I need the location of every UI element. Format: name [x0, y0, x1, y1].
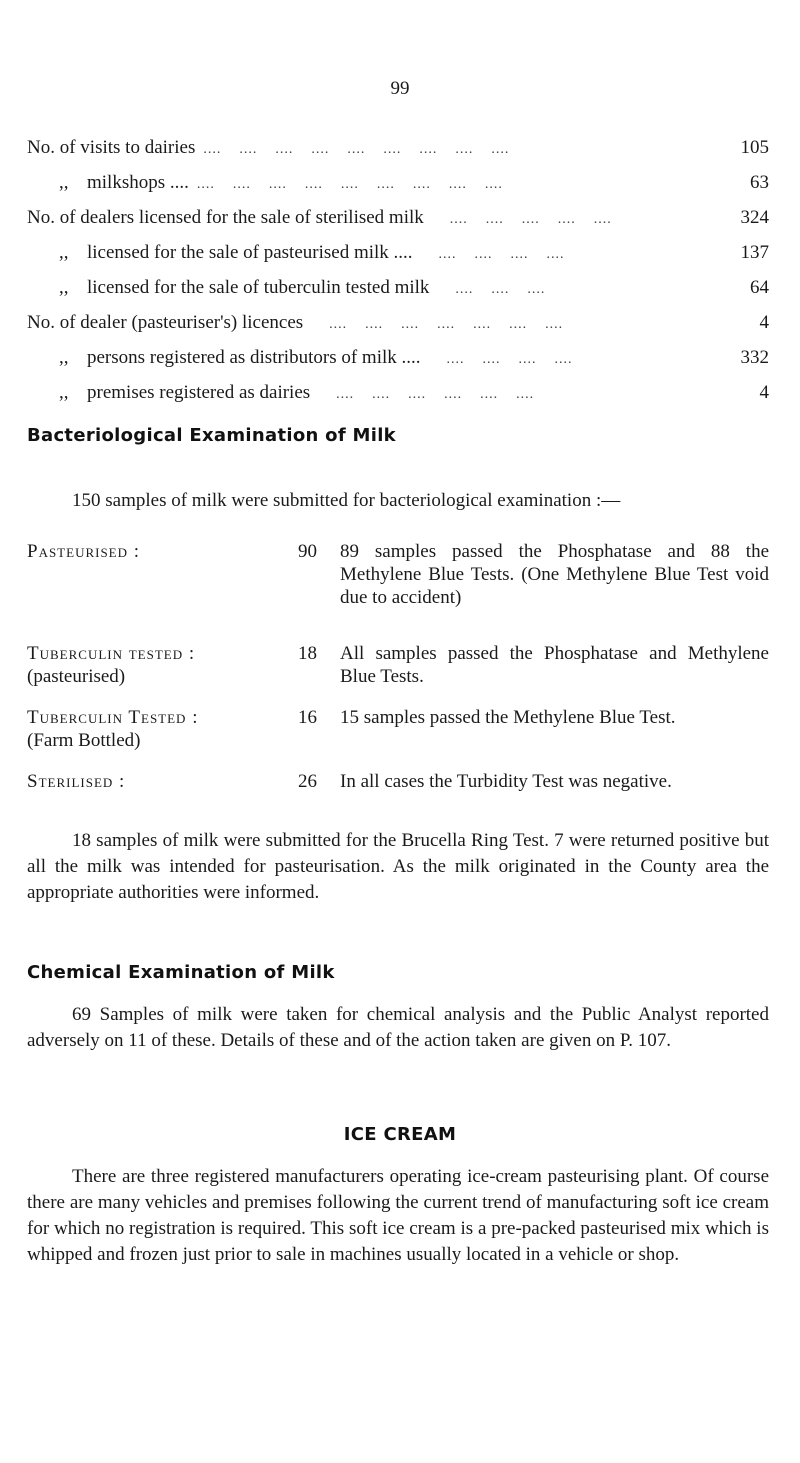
category-name: Sterilised : [27, 771, 126, 792]
stat-value: 332 [740, 347, 769, 368]
stat-label: milkshops .... [87, 172, 189, 193]
leader-dots: .... .... .... .... [420, 247, 565, 262]
page-number: 99 [390, 78, 410, 99]
category-sub: (Farm Bottled) [27, 730, 141, 751]
sample-result-row [27, 770, 769, 820]
stat-value: 137 [740, 242, 769, 263]
sample-count: 90 [298, 541, 317, 562]
sample-description: In all cases the Turbidity Test was negative. [340, 771, 672, 792]
bacteriological-intro: 150 samples of milk were submitted for bacteriological examination :— [72, 490, 621, 511]
sample-result-row [27, 642, 769, 706]
stat-row [27, 347, 769, 382]
stat-label: licensed for the sale of tuberculin tested milk [87, 277, 430, 298]
leader-dots: .... .... .... [437, 282, 546, 297]
section-heading-bacteriological: Bacteriological Examination of Milk [27, 425, 396, 446]
ice-cream-paragraph: There are three registered manufacturers operating ice-cream pasteurising plant. Of course there are many vehicles and premises following the current trend of manufacturing soft ice cream for which no registration is required. This soft ice cream is a pre-packed pasteurised mix which is whipped and frozen just prior to sale in machines usually located in a vehicle or shop. [27, 1166, 769, 1265]
sample-description: 15 samples passed the Methylene Blue Test. [340, 707, 676, 728]
leader-dots: .... .... .... .... .... .... .... .... .... [203, 142, 510, 157]
leader-dots: .... .... .... .... .... [431, 212, 612, 227]
stat-label: licensed for the sale of pasteurised milk .... [87, 242, 413, 263]
category-name: Pasteurised : [27, 541, 141, 562]
stat-label: No. of visits to dairies [27, 137, 196, 158]
sample-description: 89 samples passed the Phosphatase and 88 the Methylene Blue Tests. (One Methylene Blue Test void due to accident) [340, 541, 769, 608]
sample-count: 18 [298, 643, 317, 664]
stat-label: persons registered as distributors of milk .... [87, 347, 421, 368]
leader-dots: .... .... .... .... .... .... .... .... .... [196, 177, 503, 192]
ditto-mark: ,, [59, 172, 69, 193]
leader-dots: .... .... .... .... .... .... [318, 387, 535, 402]
stat-value: 4 [759, 382, 769, 403]
stat-label: premises registered as dairies [87, 382, 311, 403]
sample-results [27, 540, 769, 820]
sample-result-row [27, 706, 769, 770]
stat-row [27, 137, 769, 172]
ditto-mark: ,, [59, 347, 69, 368]
stat-row [27, 172, 769, 207]
chemical-paragraph: 69 Samples of milk were taken for chemical analysis and the Public Analyst reported adversely on 11 of these. Details of these and of the action taken are given on P. 107. [27, 1004, 769, 1051]
sample-count: 26 [298, 771, 317, 792]
ditto-mark: ,, [59, 382, 69, 403]
stat-value: 105 [740, 137, 769, 158]
category-name: Tuberculin tested : [27, 643, 196, 664]
sample-category [27, 706, 289, 770]
ditto-mark: ,, [59, 277, 69, 298]
stat-row [27, 242, 769, 277]
stat-value: 63 [750, 172, 769, 193]
stat-label: No. of dealers licensed for the sale of sterilised milk [27, 207, 424, 228]
leader-dots: .... .... .... .... .... .... .... [311, 317, 564, 332]
sample-description: All samples passed the Phosphatase and Methylene Blue Tests. [340, 643, 769, 687]
stat-row [27, 277, 769, 312]
stat-row [27, 312, 769, 347]
sample-category [27, 540, 289, 642]
sample-count: 16 [298, 707, 317, 728]
section-heading-chemical: Chemical Examination of Milk [27, 962, 335, 983]
brucella-paragraph: 18 samples of milk were submitted for the Brucella Ring Test. 7 were returned positive but all the milk was intended for pasteurisation. As the milk originated in the County area the appropriate authorities were informed. [27, 830, 769, 903]
category-sub: (pasteurised) [27, 666, 126, 687]
sample-category [27, 642, 289, 706]
stat-row [27, 382, 769, 417]
sample-category [27, 770, 289, 820]
stat-label: No. of dealer (pasteuriser's) licences [27, 312, 304, 333]
ditto-mark: ,, [59, 242, 69, 263]
sample-result-row [27, 540, 769, 642]
stat-value: 4 [759, 312, 769, 333]
category-name: Tuberculin Tested : [27, 707, 199, 728]
stat-value: 324 [740, 207, 769, 228]
leader-dots: .... .... .... .... [428, 352, 573, 367]
stat-value: 64 [750, 277, 769, 298]
licensing-stats [27, 137, 769, 417]
section-heading-ice-cream: ICE CREAM [343, 1124, 457, 1145]
stat-row [27, 207, 769, 242]
